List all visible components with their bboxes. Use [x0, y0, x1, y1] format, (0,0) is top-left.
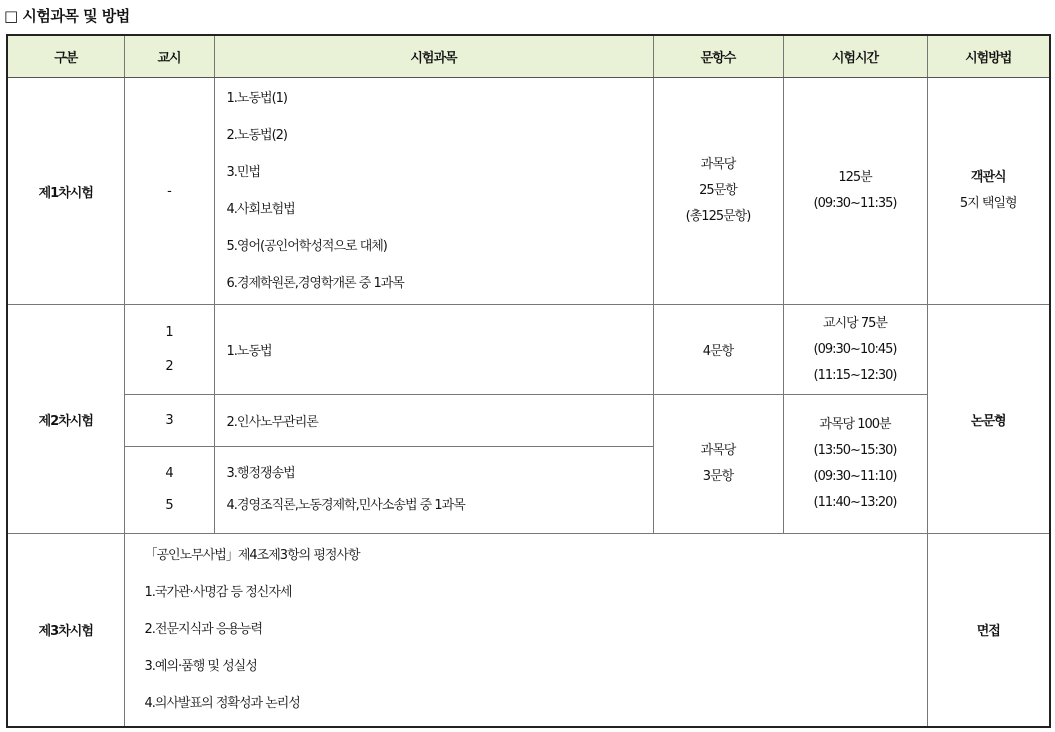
criteria-item: 1.국가관·사명감 등 정신자세 — [144, 585, 292, 601]
time-line: 교시당 75분 — [823, 315, 887, 331]
subject-item: 2.노동법(2) — [226, 128, 287, 143]
count-line: 과목당 — [700, 443, 736, 458]
third-exam-criteria — [124, 534, 927, 727]
second-exam-subject-1: 1.노동법 — [214, 305, 653, 395]
subject-item: 6.경제학원론,경영학개론 중 1과목 — [226, 276, 404, 291]
period-number: 1 — [165, 324, 173, 340]
second-exam-label: 제2차시험 — [7, 305, 124, 534]
first-exam-period: - — [124, 78, 214, 305]
second-exam-time-1 — [783, 305, 927, 395]
second-exam-subject-2: 2.인사노무관리론 — [214, 395, 653, 447]
time-line: (09:30~11:10) — [813, 469, 897, 484]
subject-item: 4.경영조직론,노동경제학,민사소송법 중 1과목 — [226, 498, 465, 513]
header-subjects: 시험과목 — [214, 35, 653, 78]
subject-item: 5.영어(공인어학성적으로 대체) — [226, 239, 387, 254]
criteria-item: 2.전문지식과 응용능력 — [144, 622, 263, 638]
count-line: 과목당 — [700, 157, 736, 172]
header-question-count: 문항수 — [653, 35, 783, 78]
second-exam-subjects-34 — [214, 447, 653, 534]
method-line: 객관식 — [970, 170, 1006, 185]
count-line: 25문항 — [699, 183, 737, 198]
time-line: (13:50~15:30) — [813, 443, 897, 458]
header-category: 구분 — [7, 35, 124, 78]
first-exam-row — [7, 78, 1050, 305]
second-exam-periods-1 — [124, 305, 214, 395]
period-number: 4 — [165, 466, 173, 481]
time-line: 과목당 100분 — [819, 417, 891, 432]
second-exam-method: 논문형 — [927, 305, 1050, 534]
time-line: 125분 — [838, 170, 872, 185]
first-exam-subjects — [214, 78, 653, 305]
header-row — [7, 35, 1050, 78]
time-line: (11:40~13:20) — [813, 495, 897, 510]
period-number: 5 — [165, 498, 173, 513]
method-line: 5지 택일형 — [959, 196, 1017, 211]
first-exam-method — [927, 78, 1050, 305]
second-exam-period-3: 3 — [124, 395, 214, 447]
header-period: 교시 — [124, 35, 214, 78]
second-exam-row-2 — [7, 395, 1050, 447]
criteria-item: 「공인노무사법」제4조제3항의 평정사항 — [144, 548, 360, 564]
count-line: (총125문항) — [685, 209, 751, 224]
second-exam-question-count-23 — [653, 395, 783, 534]
second-exam-row-1 — [7, 305, 1050, 395]
subject-item: 4.사회보험법 — [226, 202, 295, 217]
section-title: □ 시험과목 및 방법 — [4, 7, 130, 25]
subject-item: 3.민법 — [226, 165, 261, 180]
subject-item: 3.행정쟁송법 — [226, 466, 295, 481]
count-line: 3문항 — [702, 469, 734, 484]
period-number: 2 — [165, 358, 173, 374]
exam-table — [6, 34, 1051, 728]
second-exam-periods-45 — [124, 447, 214, 534]
criteria-item: 3.예의·품행 및 성실성 — [144, 659, 257, 675]
first-exam-question-count — [653, 78, 783, 305]
second-exam-time-23 — [783, 395, 927, 534]
time-line: (09:30~11:35) — [813, 196, 897, 211]
third-exam-label: 제3차시험 — [7, 534, 124, 727]
second-exam-question-count-1: 4문항 — [653, 305, 783, 395]
header-exam-method: 시험방법 — [927, 35, 1050, 78]
third-exam-row — [7, 534, 1050, 727]
criteria-item: 4.의사발표의 정확성과 논리성 — [144, 696, 300, 712]
time-line: (09:30~10:45) — [813, 341, 897, 357]
subject-item: 1.노동법(1) — [226, 91, 287, 106]
first-exam-label: 제1차시험 — [7, 78, 124, 305]
header-exam-time: 시험시간 — [783, 35, 927, 78]
first-exam-time — [783, 78, 927, 305]
third-exam-method: 면접 — [927, 534, 1050, 727]
time-line: (11:15~12:30) — [813, 367, 897, 383]
